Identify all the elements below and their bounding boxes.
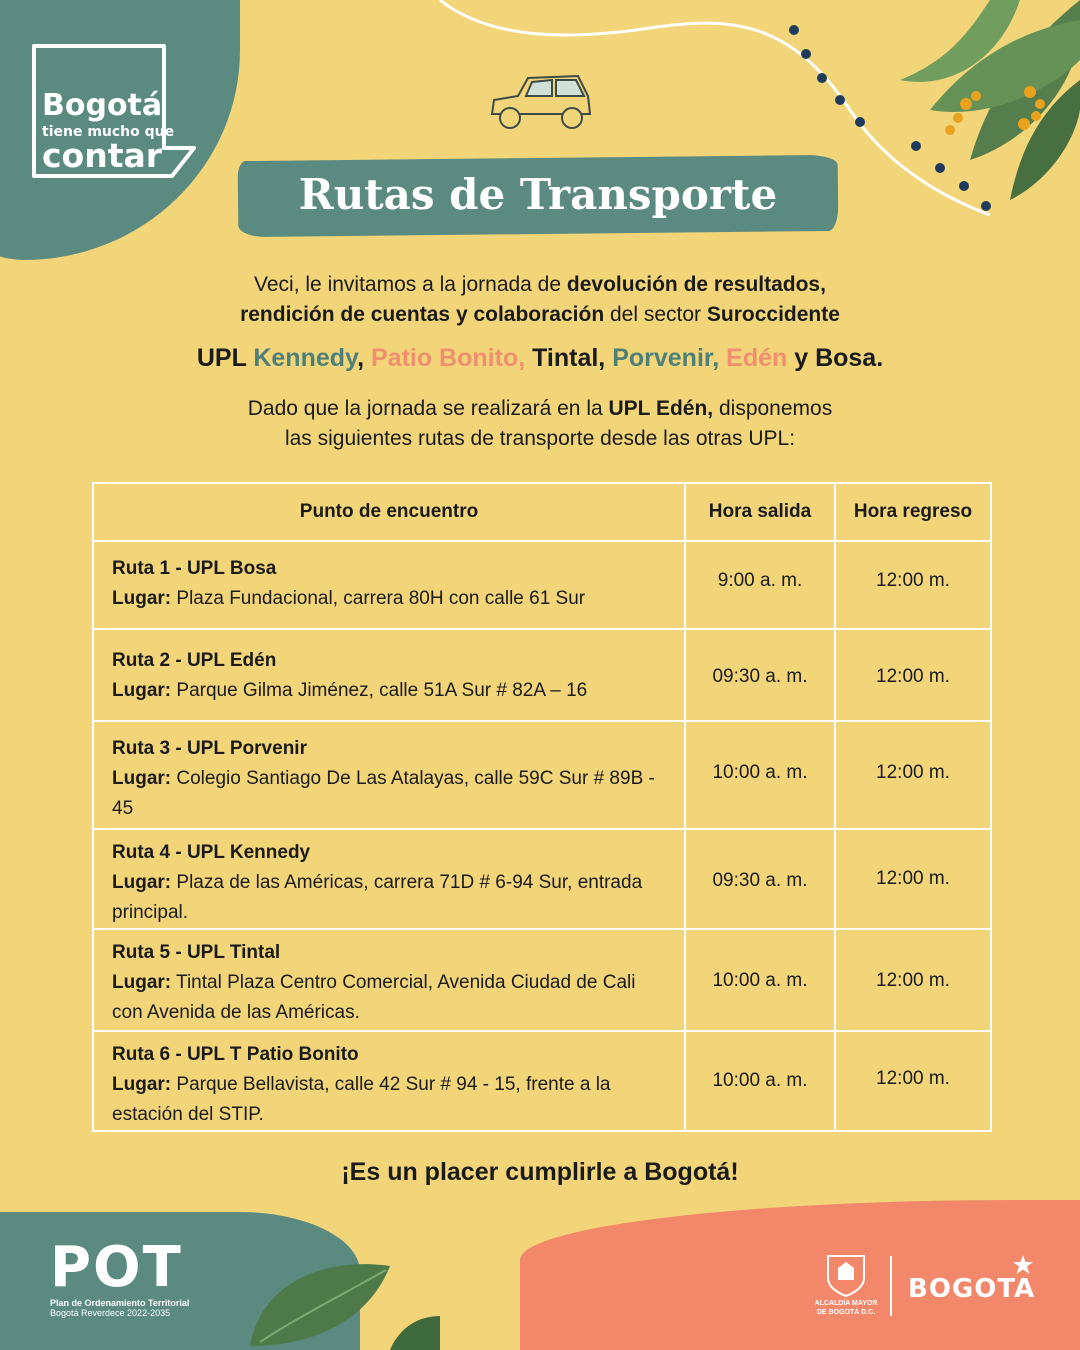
lugar-label: Lugar: <box>112 588 172 609</box>
hora-salida: 10:00 a. m. <box>712 1070 808 1091</box>
lugar-text: Tintal Plaza Centro Comercial, Avenida Ciudad de Cali con Avenida de las Américas. <box>112 972 636 1023</box>
logo-divider <box>890 1256 892 1316</box>
ruta-name: Ruta 1 - UPL Bosa <box>112 558 277 579</box>
note-text: disponemos <box>713 397 833 420</box>
note-line2: las siguientes rutas de transporte desde las otras UPL: <box>284 427 796 450</box>
alcaldia-line1: ALCALDÍA MAYOR <box>814 1300 878 1307</box>
lugar-label: Lugar: <box>112 972 172 993</box>
pot-logo <box>50 1235 190 1318</box>
ruta-name: Ruta 2 - UPL Edén <box>112 650 277 671</box>
alcaldia-line2: DE BOGOTÁ D.C. <box>816 1309 876 1316</box>
table-row <box>112 646 668 706</box>
header-punto: Punto de encuentro <box>299 501 479 522</box>
intro-bold: Suroccidente <box>706 303 840 326</box>
bogota-logo <box>32 44 192 176</box>
upl-comma: , <box>357 344 371 372</box>
hora-salida: 9:00 a. m. <box>717 570 803 591</box>
hora-regreso: 12:00 m. <box>876 666 950 687</box>
upl-porvenir: Porvenir, <box>612 344 727 372</box>
lugar-label: Lugar: <box>112 680 172 701</box>
table-row <box>112 838 668 928</box>
intro-text: del sector <box>604 303 707 326</box>
hora-regreso: 12:00 m. <box>876 868 950 889</box>
lugar-text: Parque Gilma Jiménez, calle 51A Sur # 82A – 16 <box>176 680 588 701</box>
lugar-text: Parque Bellavista, calle 42 Sur # 94 - 15, frente a la estación del STIP. <box>112 1074 611 1125</box>
car-icon <box>486 70 596 136</box>
upl-patio: Patio Bonito, <box>370 344 533 372</box>
star-icon <box>1012 1254 1034 1276</box>
upl-tintal: Tintal, <box>532 344 613 372</box>
ruta-name: Ruta 5 - UPL Tintal <box>112 942 281 963</box>
intro-bold: devolución de resultados, <box>566 273 826 296</box>
hora-salida: 09:30 a. m. <box>712 666 808 687</box>
logo-line1: Bogotá <box>42 88 163 123</box>
lugar-text: Plaza Fundacional, carrera 80H con calle 61 Sur <box>176 588 586 609</box>
alcaldia-shield-icon <box>824 1254 868 1298</box>
lugar-text: Colegio Santiago De Las Atalayas, calle 59C Sur # 89B - 45 <box>112 768 655 819</box>
hora-regreso: 12:00 m. <box>876 1068 950 1089</box>
pot-subtitle-2: Bogotá Reverdece 2022-2035 <box>50 1308 171 1318</box>
header-salida: Hora salida <box>708 501 812 522</box>
intro-line2 <box>0 300 1080 330</box>
closing-text: ¡Es un placer cumplirle a Bogotá! <box>341 1158 739 1186</box>
logo-line2: tiene mucho que <box>42 124 175 140</box>
hora-salida: 10:00 a. m. <box>712 762 808 783</box>
lugar-text: Plaza de las Américas, carrera 71D # 6-94 Sur, entrada principal. <box>112 872 643 923</box>
pot-subtitle-1: Plan de Ordenamiento Territorial <box>50 1298 190 1308</box>
note-text: Dado que la jornada se realizará en la <box>247 397 609 420</box>
ruta-name: Ruta 3 - UPL Porvenir <box>112 738 307 759</box>
note-bold: UPL Edén, <box>608 397 714 420</box>
hora-regreso: 12:00 m. <box>876 762 950 783</box>
upl-line <box>0 340 1080 376</box>
table-row <box>112 938 668 1028</box>
ruta-name: Ruta 4 - UPL Kennedy <box>112 842 311 863</box>
hora-salida: 09:30 a. m. <box>712 870 808 891</box>
table-row <box>112 1040 668 1130</box>
table-row <box>112 554 668 614</box>
header-regreso: Hora regreso <box>853 501 973 522</box>
ruta-name: Ruta 6 - UPL T Patio Bonito <box>112 1044 359 1065</box>
lugar-label: Lugar: <box>112 872 172 893</box>
intro-bold: rendición de cuentas y colaboración <box>240 303 605 326</box>
routes-table <box>92 482 992 1132</box>
logo-line3: contar <box>42 136 163 175</box>
table-row <box>112 734 668 824</box>
upl-suffix: y Bosa. <box>787 344 884 372</box>
hora-salida: 10:00 a. m. <box>712 970 808 991</box>
intro-line1 <box>0 270 1080 300</box>
lugar-label: Lugar: <box>112 768 172 789</box>
alcaldia-logos <box>814 1254 1048 1324</box>
pot-title: POT <box>50 1235 183 1300</box>
bogota-brand: BOGOTA <box>908 1274 1036 1304</box>
leaf-bottom-decoration <box>240 1256 440 1350</box>
upl-eden: Edén <box>726 344 788 372</box>
hora-regreso: 12:00 m. <box>876 570 950 591</box>
page-title: Rutas de Transporte <box>298 170 778 219</box>
note-line1 <box>0 394 1080 424</box>
hora-regreso: 12:00 m. <box>876 970 950 991</box>
lugar-label: Lugar: <box>112 1074 172 1095</box>
upl-prefix: UPL <box>196 344 254 372</box>
intro-text: Veci, le invitamos a la jornada de <box>254 273 567 296</box>
upl-kennedy: Kennedy <box>253 344 358 372</box>
